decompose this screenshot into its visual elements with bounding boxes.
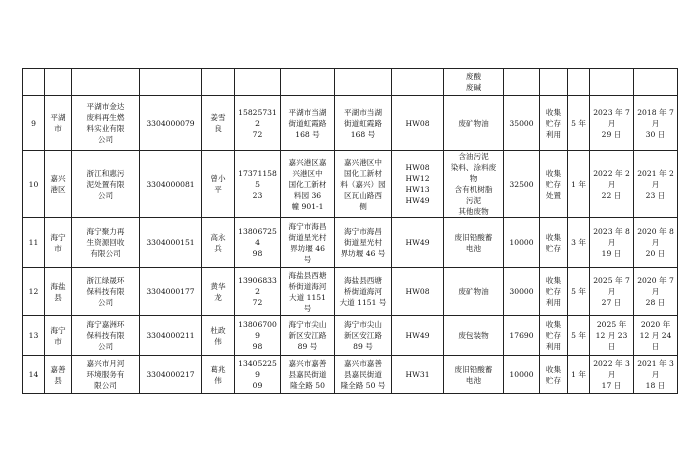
cell-no (23, 316, 45, 356)
cell-contact (202, 151, 235, 218)
phone-text: 138067009 98 (238, 320, 277, 351)
table-row (23, 356, 678, 394)
cell-capacity (504, 268, 540, 316)
cell-blank (335, 69, 392, 96)
cell-company (72, 151, 140, 218)
cell-expire (590, 151, 634, 218)
cell-blank (202, 69, 235, 96)
cell-company (72, 316, 140, 356)
waste-name-text: 废旧铅酸蓄 电池 (454, 364, 493, 385)
period-text: 3 年 (571, 238, 586, 247)
cell-facility-addr (335, 268, 392, 316)
cell-waste-name (444, 151, 504, 218)
table-row (23, 151, 678, 218)
region-text: 海宁 市 (50, 232, 66, 253)
cell-no (23, 268, 45, 316)
cell-company (72, 96, 140, 151)
code-text: 3304000151 (146, 238, 195, 247)
contact-text: 姜雪 良 (210, 113, 226, 133)
table-row (23, 268, 678, 316)
method-text: 收集 贮存 (545, 364, 562, 385)
no-text: 11 (28, 238, 39, 247)
cell-blank (281, 69, 335, 96)
cell-facility-addr (335, 316, 392, 356)
contact-text: 葛兆 伟 (210, 364, 226, 385)
category-text: HW08 HW12 HW13 HW49 (405, 163, 430, 205)
code-text: 3304000211 (146, 331, 195, 340)
cell-issue (634, 268, 678, 316)
cell-code (140, 151, 202, 218)
period-text: 1 年 (571, 370, 586, 379)
cell-phone (235, 268, 281, 316)
cell-office-addr (281, 316, 335, 356)
issue-text: 2020 年 12 月 24 日 (639, 320, 672, 351)
cell-period (568, 316, 590, 356)
contact-text: 黄华 龙 (210, 281, 226, 302)
phone-text: 139068332 72 (238, 276, 277, 307)
waste-name-text: 废矿物油 (458, 287, 489, 296)
cell-category (392, 268, 444, 316)
cell-company (72, 268, 140, 316)
cell-blank (540, 69, 568, 96)
cell-waste-name (444, 218, 504, 268)
capacity-text: 30000 (509, 287, 534, 296)
facility-addr-text: 海盐县西塘 桥街道海河 大道 1151 号 (339, 276, 387, 307)
cell-contact (202, 96, 235, 151)
cell-waste-name (444, 268, 504, 316)
cell-blank (23, 69, 45, 96)
cell-method (540, 356, 568, 394)
facility-addr-text: 嘉兴港区中 国化工新材 料（嘉兴）园 区瓦山路西 侧 (340, 157, 386, 211)
company-text: 海宁嘉洲环 保科技有限 公司 (86, 320, 125, 351)
cell-facility-addr (335, 96, 392, 151)
cell-waste-name (444, 356, 504, 394)
category-text: HW08 (405, 287, 430, 296)
cell-expire (590, 356, 634, 394)
cell-period (568, 96, 590, 151)
facility-addr-text: 海宁市尖山 新区安江路 89 号 (344, 320, 382, 351)
cell-office-addr (281, 218, 335, 268)
cell-capacity (504, 96, 540, 151)
table-row (23, 218, 678, 268)
method-text: 收集 贮存 利用 (545, 107, 562, 139)
no-text: 12 (28, 287, 39, 296)
capacity-text: 17690 (509, 331, 534, 340)
table-row (23, 316, 678, 356)
phone-text: 173711585 23 (238, 168, 277, 200)
cell-code (140, 96, 202, 151)
cell-issue (634, 218, 678, 268)
cell-contact (202, 316, 235, 356)
code-text: 3304000177 (146, 287, 195, 296)
period-text: 5 年 (571, 287, 586, 296)
issue-text: 2020 年 8 月 20 日 (637, 227, 674, 258)
cell-category (392, 316, 444, 356)
cell-method (540, 151, 568, 218)
cell-no (23, 356, 45, 394)
cell-phone (235, 316, 281, 356)
code-text: 3304000217 (146, 370, 195, 379)
no-text: 13 (28, 331, 39, 340)
capacity-text: 32500 (509, 179, 534, 189)
capacity-text: 10000 (509, 238, 534, 247)
cell-waste-name (444, 316, 504, 356)
cell-region (45, 268, 72, 316)
code-text: 3304000081 (146, 179, 195, 189)
cell-issue (634, 151, 678, 218)
phone-text: 158257312 72 (238, 107, 277, 139)
company-text: 浙江绿晟环 保科技有限 公司 (86, 276, 125, 307)
expire-text: 2025 年 12 月 23 日 (595, 320, 628, 351)
office-addr-text: 海宁市尖山 新区安江路 89 号 (288, 320, 327, 351)
cell-expire (590, 268, 634, 316)
cell-facility-addr (335, 151, 392, 218)
region-text: 嘉兴 港区 (50, 174, 66, 194)
cell-method (540, 316, 568, 356)
cell-code (140, 356, 202, 394)
phone-text: 134052259 09 (238, 359, 277, 390)
method-text: 收集 贮存 利用 (545, 320, 562, 351)
expire-text: 2022 年 3 月 17 日 (593, 359, 630, 390)
cell-contact (202, 268, 235, 316)
capacity-text: 10000 (509, 370, 534, 379)
company-text: 平湖市金达 废料再生燃 料实业有限 公司 (86, 102, 125, 144)
cell-blank (235, 69, 281, 96)
cell-category (392, 151, 444, 218)
issue-text: 2020 年 7 月 28 日 (637, 276, 674, 307)
category-text: HW08 (405, 118, 430, 128)
cell-region (45, 356, 72, 394)
cell-phone (235, 151, 281, 218)
category-text: HW31 (405, 370, 430, 379)
cell-blank (504, 69, 540, 96)
cell-office-addr (281, 151, 335, 218)
facility-addr-text: 海宁市海昌 街道星光村 界坊堰 46 号 (340, 227, 386, 258)
region-text: 平湖 市 (50, 113, 66, 133)
cell-method (540, 218, 568, 268)
cell-phone (235, 96, 281, 151)
period-text: 5 年 (571, 331, 586, 340)
cell-capacity (504, 151, 540, 218)
cell-period (568, 218, 590, 268)
cell-capacity (504, 356, 540, 394)
cell-office-addr (281, 268, 335, 316)
code-text: 3304000079 (146, 118, 195, 128)
company-text: 海宁聚力再 生资源回收 有限公司 (86, 227, 125, 258)
contact-text: 曾小 平 (210, 174, 226, 194)
cell-code (140, 316, 202, 356)
cell-period (568, 151, 590, 218)
region-text: 嘉善 县 (50, 364, 66, 385)
issue-text: 2018 年 7 月 30 日 (637, 107, 674, 139)
cell-blank (392, 69, 444, 96)
issue-text: 2021 年 2 月 23 日 (637, 168, 674, 200)
cell-issue (634, 96, 678, 151)
cell-period (568, 356, 590, 394)
cell-facility-addr (335, 218, 392, 268)
method-text: 收集 贮存 利用 (545, 276, 562, 307)
cell-blank (568, 69, 590, 96)
cell-method (540, 96, 568, 151)
expire-text: 2023 年 8 月 19 日 (593, 227, 630, 258)
cell-office-addr (281, 96, 335, 151)
waste-name-text: 废旧铅酸蓄 电池 (454, 232, 493, 253)
category-text: HW49 (405, 331, 430, 340)
cell-phone (235, 356, 281, 394)
method-text: 收集 贮存 处置 (545, 168, 562, 200)
table-row (23, 96, 678, 151)
cell-method (540, 268, 568, 316)
cell-region (45, 218, 72, 268)
cell-blank (72, 69, 140, 96)
cell-blank (140, 69, 202, 96)
cell-code (140, 268, 202, 316)
office-addr-text: 海盐县西塘 桥街道海河 大道 1151 号 (288, 270, 327, 313)
cell-region (45, 316, 72, 356)
contact-text: 高永 兵 (210, 232, 226, 253)
cell-company (72, 356, 140, 394)
cell-capacity (504, 218, 540, 268)
region-text: 海宁 市 (50, 325, 66, 346)
no-text: 9 (31, 118, 36, 128)
period-text: 5 年 (571, 118, 586, 128)
cell-expire (590, 96, 634, 151)
capacity-text: 35000 (509, 118, 534, 128)
cell-expire (590, 316, 634, 356)
office-addr-text: 嘉兴市嘉善 县嘉民街道 隆全路 50 (288, 359, 327, 390)
office-addr-text: 平湖市当湖 街道虹霞路 168 号 (288, 107, 327, 139)
cell-company (72, 218, 140, 268)
cell-blank (45, 69, 72, 96)
cell-issue (634, 356, 678, 394)
waste-name-text: 含油污泥 染料、涂料废 物 含有机树脂 污泥 其他废物 (450, 152, 497, 216)
cell-no (23, 96, 45, 151)
cell-contact (202, 218, 235, 268)
method-text: 收集 贮存 (545, 232, 562, 253)
no-text: 14 (28, 370, 39, 379)
cell-expire (590, 218, 634, 268)
table-row-continuation (23, 69, 678, 96)
cell-issue (634, 316, 678, 356)
region-text: 海盐 县 (50, 281, 66, 302)
facility-addr-text: 嘉兴市嘉善 县嘉民街道 隆全路 50 号 (340, 359, 386, 390)
period-text: 1 年 (571, 179, 586, 189)
cell-office-addr (281, 356, 335, 394)
expire-text: 2023 年 7 月 29 日 (593, 107, 630, 139)
facility-addr-text: 平湖市当湖 街道虹霞路 168 号 (344, 107, 382, 139)
cell-region (45, 151, 72, 218)
phone-text: 138067254 98 (238, 227, 277, 258)
office-addr-text: 嘉兴港区嘉 兴港区中 国化工新材 料园 36 幢 901-1 (288, 157, 327, 211)
cell-category (392, 218, 444, 268)
cell-no (23, 218, 45, 268)
cell-facility-addr (335, 356, 392, 394)
cell-contact (202, 356, 235, 394)
company-text: 浙江和惠污 泥处置有限 公司 (86, 168, 125, 200)
category-text: HW49 (405, 238, 430, 247)
issue-text: 2021 年 3 月 18 日 (637, 359, 674, 390)
cell-code (140, 218, 202, 268)
company-text: 嘉兴市月河 环境服务有 限公司 (86, 359, 125, 390)
cell-waste-name (444, 96, 504, 151)
cell-region (45, 96, 72, 151)
cell-phone (235, 218, 281, 268)
cell-period (568, 268, 590, 316)
cell-no (23, 151, 45, 218)
expire-text: 2025 年 7 月 27 日 (593, 276, 630, 307)
cell-waste-name: 废酸 废碱 (444, 69, 504, 96)
cell-blank (590, 69, 634, 96)
cell-capacity (504, 316, 540, 356)
cell-category (392, 356, 444, 394)
expire-text: 2022 年 2 月 22 日 (593, 168, 630, 200)
cell-blank (634, 69, 678, 96)
waste-name-text: 废矿物油 (458, 118, 489, 128)
contact-text: 杜政 伟 (210, 325, 226, 346)
permit-table (22, 68, 678, 394)
no-text: 10 (28, 179, 39, 189)
office-addr-text: 海宁市海昌 街道星光村 界坊堰 46 号 (288, 221, 327, 264)
waste-name-text: 废包装物 (458, 331, 489, 340)
cell-category (392, 96, 444, 151)
